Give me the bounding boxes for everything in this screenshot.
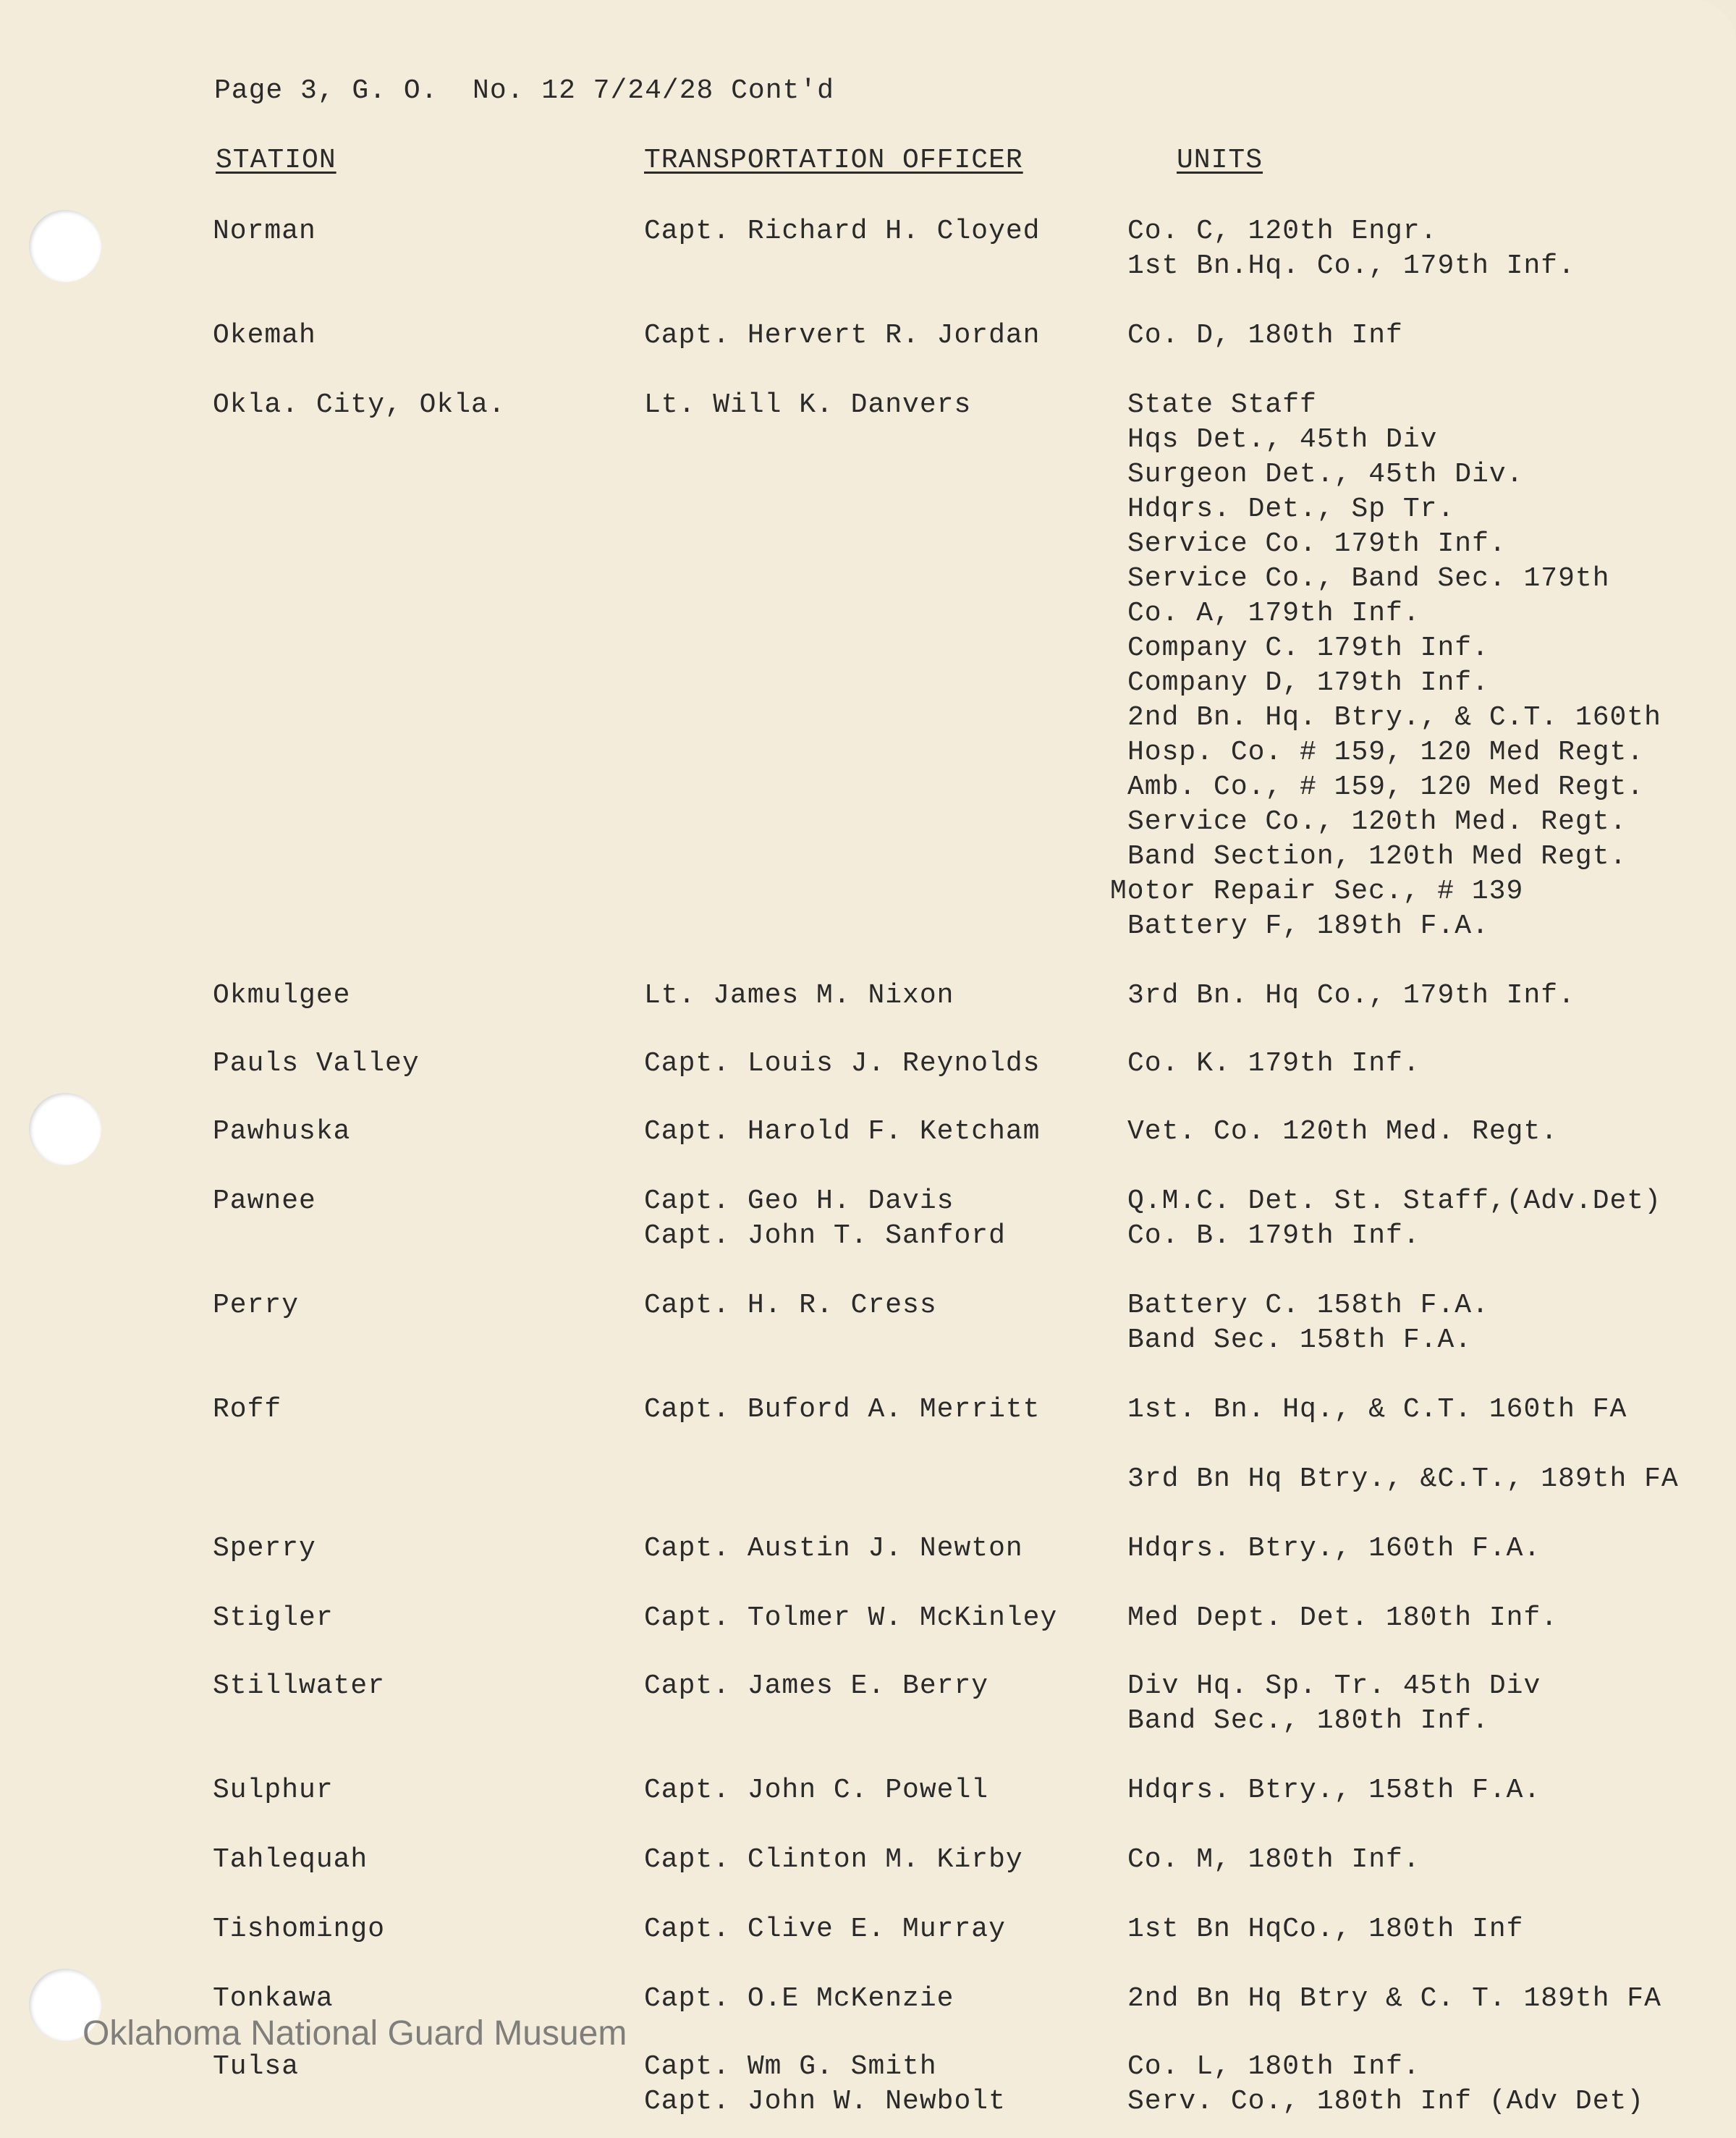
units-cell — [1127, 1982, 1661, 2016]
unit-line: Co. C, 120th Engr. — [1127, 216, 1438, 247]
unit-line: 1st. Bn. Hq., & C.T. 160th FA — [1127, 1394, 1627, 1425]
station-name: Tonkawa — [213, 1983, 334, 2014]
station-name: Norman — [213, 216, 316, 247]
unit-line: Serv. Co., 180th Inf (Adv Det) — [1127, 2086, 1645, 2117]
officer-name: Capt. O.E McKenzie — [644, 1983, 954, 2014]
unit-line: 2nd Bn. Hq. Btry., & C.T. 160th — [1127, 702, 1661, 733]
units-cell — [1110, 388, 1661, 944]
page-header: Page 3, G. O. No. 12 7/24/28 Cont'd — [214, 75, 834, 106]
officer-cell — [644, 1601, 1057, 1636]
station-name: Pawhuska — [213, 1116, 351, 1147]
station-name: Roff — [213, 1394, 282, 1425]
unit-line: Co. B. 179th Inf. — [1127, 1220, 1420, 1251]
unit-line: Div Hq. Sp. Tr. 45th Div — [1127, 1670, 1541, 1702]
units-cell — [1127, 2050, 1644, 2119]
unit-line: 3rd Bn Hq Btry., &C.T., 189th FA — [1127, 1463, 1679, 1495]
unit-line: Band Section, 120th Med Regt. — [1127, 841, 1627, 872]
unit-line: Co. D, 180th Inf — [1127, 320, 1403, 351]
station-name: Tahlequah — [213, 1844, 368, 1875]
unit-line: Band Sec., 180th Inf. — [1127, 1705, 1489, 1736]
units-cell — [1127, 1393, 1679, 1497]
officer-name: Capt. Hervert R. Jordan — [644, 320, 1041, 351]
officer-cell — [644, 1912, 1006, 1947]
officer-name: Capt. John C. Powell — [644, 1775, 989, 1806]
unit-line: Vet. Co. 120th Med. Regt. — [1127, 1116, 1559, 1147]
officer-cell — [644, 388, 971, 423]
officer-cell — [644, 1115, 1041, 1149]
officer-name: Lt. James M. Nixon — [644, 980, 954, 1011]
units-cell — [1127, 979, 1575, 1013]
officer-name: Capt. Buford A. Merritt — [644, 1394, 1041, 1425]
column-header-officer: TRANSPORTATION OFFICER — [644, 145, 1023, 176]
column-header-station: STATION — [216, 145, 336, 176]
units-cell — [1127, 214, 1575, 284]
officer-name: Capt. Clinton M. Kirby — [644, 1844, 1023, 1875]
station-name: Sperry — [213, 1533, 316, 1564]
binder-hole — [29, 1093, 101, 1165]
officer-cell — [644, 214, 1041, 249]
officer-name: Capt. Richard H. Cloyed — [644, 216, 1041, 247]
officer-name: Capt. Harold F. Ketcham — [644, 1116, 1041, 1147]
unit-line: Co. K. 179th Inf. — [1127, 1048, 1420, 1079]
officer-name: Capt. John W. Newbolt — [644, 2086, 1006, 2117]
units-cell — [1127, 1184, 1661, 1254]
officer-cell — [644, 1184, 1006, 1254]
units-cell — [1127, 1843, 1420, 1877]
unit-line: 1st Bn.Hq. Co., 179th Inf. — [1127, 250, 1575, 282]
officer-name: Capt. John T. Sanford — [644, 1220, 1006, 1251]
officer-name: Capt. James E. Berry — [644, 1670, 989, 1702]
officer-name: Lt. Will K. Danvers — [644, 389, 972, 421]
unit-line: 3rd Bn. Hq Co., 179th Inf. — [1127, 980, 1575, 1011]
unit-line: 1st Bn HqCo., 180th Inf — [1127, 1914, 1524, 1945]
officer-name: Capt. Clive E. Murray — [644, 1914, 1006, 1945]
officer-cell — [644, 1288, 937, 1323]
unit-line: Q.M.C. Det. St. Staff,(Adv.Det) — [1127, 1186, 1661, 1217]
station-name: Okemah — [213, 320, 316, 351]
unit-line: 2nd Bn Hq Btry & C. T. 189th FA — [1127, 1983, 1661, 2014]
unit-line: Hqs Det., 45th Div — [1127, 424, 1438, 455]
unit-line: Service Co., 120th Med. Regt. — [1127, 806, 1627, 837]
station-name: Pawnee — [213, 1186, 316, 1217]
officer-cell — [644, 1393, 1041, 1427]
unit-line: Band Sec. 158th F.A. — [1127, 1324, 1473, 1356]
unit-line: Hdqrs. Btry., 160th F.A. — [1127, 1533, 1541, 1564]
officer-cell — [644, 1669, 988, 1704]
unit-line: Med Dept. Det. 180th Inf. — [1127, 1602, 1559, 1634]
unit-line: Company C. 179th Inf. — [1127, 633, 1489, 664]
officer-cell — [644, 1531, 1023, 1566]
unit-line: Battery C. 158th F.A. — [1127, 1290, 1489, 1321]
officer-name: Capt. Austin J. Newton — [644, 1533, 1023, 1564]
watermark: Oklahoma National Guard Musuem — [82, 2014, 627, 2053]
officer-name: Capt. Louis J. Reynolds — [644, 1048, 1041, 1079]
officer-cell — [644, 1843, 1023, 1877]
station-name: Sulphur — [213, 1775, 334, 1806]
unit-line: Hosp. Co. # 159, 120 Med Regt. — [1127, 737, 1645, 768]
unit-line: Co. M, 180th Inf. — [1127, 1844, 1420, 1875]
unit-line: Hdqrs. Btry., 158th F.A. — [1127, 1775, 1541, 1806]
unit-line: Co. L, 180th Inf. — [1127, 2051, 1420, 2082]
officer-name: Capt. Geo H. Davis — [644, 1186, 954, 1217]
officer-cell — [644, 1773, 988, 1808]
units-cell — [1127, 1601, 1558, 1636]
units-cell — [1127, 1669, 1541, 1738]
unit-line: Surgeon Det., 45th Div. — [1127, 459, 1524, 490]
column-header-units: UNITS — [1177, 145, 1263, 176]
officer-cell — [644, 1982, 954, 2016]
officer-name: Capt. Wm G. Smith — [644, 2051, 937, 2082]
unit-line: Service Co., Band Sec. 179th — [1127, 563, 1610, 594]
station-name: Tulsa — [213, 2051, 300, 2082]
station-name: Okmulgee — [213, 980, 351, 1011]
units-cell — [1127, 1288, 1489, 1358]
unit-line: Company D, 179th Inf. — [1127, 667, 1489, 698]
officer-cell — [644, 2050, 1006, 2119]
units-cell — [1127, 1531, 1541, 1566]
unit-line: Battery F, 189th F.A. — [1127, 910, 1489, 942]
unit-line: State Staff — [1127, 389, 1317, 421]
unit-line: Amb. Co., # 159, 120 Med Regt. — [1127, 772, 1645, 803]
unit-line — [1127, 1427, 1679, 1462]
units-cell — [1127, 1912, 1524, 1947]
unit-line: Hdqrs. Det., Sp Tr. — [1127, 494, 1455, 525]
station-name: Perry — [213, 1290, 300, 1321]
officer-name: Capt. H. R. Cress — [644, 1290, 937, 1321]
unit-line: Co. A, 179th Inf. — [1127, 598, 1420, 629]
units-cell — [1127, 1115, 1558, 1149]
station-name: Tishomingo — [213, 1914, 386, 1945]
officer-name: Capt. Tolmer W. McKinley — [644, 1602, 1058, 1634]
officer-cell — [644, 318, 1041, 353]
station-name: Okla. City, Okla. — [213, 389, 506, 421]
units-cell — [1127, 318, 1403, 353]
unit-line: Motor Repair Sec., # 139 — [1110, 876, 1524, 907]
units-cell — [1127, 1047, 1420, 1081]
officer-cell — [644, 1047, 1041, 1081]
station-name: Stigler — [213, 1602, 334, 1634]
units-cell — [1127, 1773, 1541, 1808]
unit-line: Service Co. 179th Inf. — [1127, 528, 1507, 559]
station-name: Stillwater — [213, 1670, 386, 1702]
binder-hole — [29, 210, 101, 282]
officer-cell — [644, 979, 954, 1013]
station-name: Pauls Valley — [213, 1048, 420, 1079]
